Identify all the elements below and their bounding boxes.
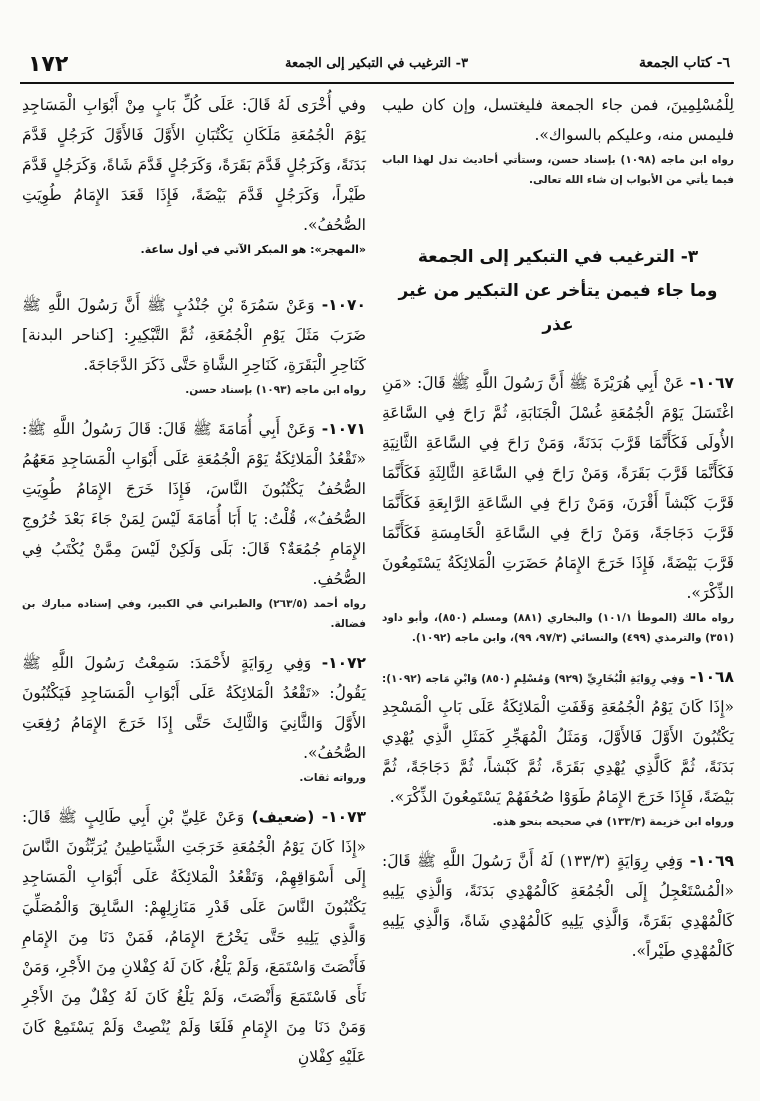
- hadith-number: ١٠٧٢-: [321, 654, 366, 672]
- hadith-text: وَعَنْ عَلِيِّ بْنِ أَبِي طَالِبٍ ﷺ قَالَ: «إِذَا كَانَ يَوْمُ الْجُمُعَةِ خَرَجَتِ الشَّيَاطِينُ يُرَبِّثُونَ النَّاسَ إِلَى أَسْوَاقِهِمْ، وَتَقْعُدُ الْمَلائِكَةُ عَلَى أَبْوَابِ الْمَسَاجِدِ يَكْتُبُونَ النَّاسَ عَلَى قَدْرِ مَنَازِلِهِمْ: السَّابِقَ وَالْمُصَلِّيَ وَالَّذِي يَلِيهِ حَتَّى يَخْرُجَ الإِمَامُ، فَمَنْ دَنَا مِنَ الإِمَامِ فَأَنْصَتَ وَاسْتَمَعَ، وَلَمْ يَلْغُ، كَانَ لَهُ كِفْلانِ مِنَ الأَجْرِ، وَمَنْ نَأَى فَاسْتَمَعَ وَأَنْصَتَ، وَلَمْ يَلْغُ كَانَ لَهُ كِفْلٌ مِنَ الأَجْرِ وَمَنْ دَنَا مِنَ الإِمَامِ فَلَغَا وَلَمْ يُنْصِتْ وَلَمْ يَسْتَمِعْ كَانَ عَلَيْهِ كِفْلانِ: [22, 808, 366, 1066]
- hadith-source-intro: وَفِي رِوَايَةِ الْبُخَارِيِّ (٩٢٩) وَمُسْلِمٍ (٨٥٠) وَابْنِ مَاجه (١٠٩٢):: [382, 673, 685, 685]
- hadith-number: ١٠٧٠-: [321, 296, 366, 314]
- hadith-number: ١٠٧٣-: [321, 808, 366, 826]
- hadith-text: وَفِي رِوَايَةٍ (١٣٣/٣) لَهُ أَنَّ رَسُولَ اللَّهِ ﷺ قَالَ: «الْمُسْتَعْجِلُ إِلَى الْجُمُعَةِ كَالْمُهْدِي بَدَنَةً، وَالَّذِي يَلِيهِ كَالْمُهْدِي بَقَرَةً، وَالَّذِي يَلِيهِ كَالْمُهْدِي شَاةً، وَالَّذِي يَلِيهِ كَالْمُهْدِي طَيْراً».: [382, 852, 734, 960]
- source-reference: رواه ابن ماجه (١٠٩٣) بإسناد حسن.: [185, 384, 366, 396]
- section-title-line: ٣- الترغيب في التبكير إلى الجمعة: [417, 247, 699, 267]
- hadith-1072: [22, 648, 366, 768]
- left-column: [22, 90, 366, 1081]
- glossary-note: «المهجر»: هو المبكر الآتي في أول ساعة.: [140, 243, 366, 256]
- intro-text: لِلْمُسْلِمِينَ، فمن جاء الجمعة فليغتسل، وإن كان طيب فليمس منه، وعليكم بالسواك».: [382, 96, 734, 144]
- hadith-text: وَفِي رِوَايَةٍ لأَحْمَدَ: سَمِعْتُ رَسُولَ اللَّهِ ﷺ يَقُولُ: «تَقْعُدُ الْمَلائِكَةُ عَلَى أَبْوَابِ الْمَسَاجِدِ فَيَكْتُبُونَ الأَوَّلَ وَالثَّانِيَ وَالثَّالِثَ حَتَّى إِذَا خَرَجَ الإِمَامُ رُفِعَتِ الصُّحُفُ».: [22, 654, 366, 762]
- source-reference: رواه أحمد (٢٦٣/٥) والطبراني في الكبير، وفي إسناده مبارك بن فضالة.: [22, 598, 366, 630]
- page-number: ١٧٢: [28, 52, 69, 77]
- section-title: [382, 240, 734, 342]
- source-reference: رواه ابن ماجه (١٠٩٨) بإسناد حسن، وستأتي أحاديث تدل لهذا الباب فيما يأتي من الأبواب إن شاء الله تعالى.: [382, 154, 734, 186]
- hadith-number: ١٠٦٧-: [689, 374, 734, 392]
- hadith-1070: [22, 290, 366, 380]
- page-header: [20, 42, 734, 84]
- source-reference: رواه مالك (الموطأ ١٠١/١) والبخاري (٨٨١) ومسلم (٨٥٠)، وأبو داود (٣٥١) والترمذي (٤٩٩) والنسائي (٩٧/٣، ٩٩)، وابن ماجه (١٠٩٢).: [382, 612, 734, 644]
- hadith-1068: [382, 662, 734, 812]
- running-book-title: ٦- كتاب الجمعة: [639, 55, 730, 71]
- hadith-text: وَعَنْ أَبِي أُمَامَةَ ﷺ قَالَ: قَالَ رَسُولُ اللَّهِ ﷺ: «تَقْعُدُ الْمَلائِكَةُ يَوْمَ الْجُمُعَةِ عَلَى أَبْوَابِ الْمَسَاجِدِ مَعَهُمُ الصُّحُفُ يَكْتُبُونَ النَّاسَ، فَإِذَا خَرَجَ الإِمَامُ طُوِيَتِ الصُّحُفُ»، قُلْتُ: يَا أَبَا أُمَامَةَ لَيْسَ لِمَنْ جَاءَ بَعْدَ خُرُوجِ الإِمَامِ جُمُعَةٌ؟ قَالَ: بَلَى وَلَكِنْ لَيْسَ مِمَّنْ يُكْتَبُ فِي الصُّحُفِ.: [22, 420, 366, 588]
- section-subtitle-line: وما جاء فيمن يتأخر عن التبكير من غير عذر: [398, 281, 718, 335]
- hadith-text: وَعَنْ سَمُرَةَ بْنِ جُنْدُبٍ ﷺ أَنَّ رَسُولَ اللَّهِ ﷺ ضَرَبَ مَثَلَ يَوْمِ الْجُمُعَةِ، ثُمَّ التَّبْكِيرِ: [كناحر البدنة] كَنَاحِرِ الْبَقَرَةِ، كَنَاحِرِ الشَّاةِ حَتَّى ذَكَرَ الدَّجَاجَةَ.: [22, 296, 366, 374]
- hadith-1069: [382, 846, 734, 966]
- hadith-number: ١٠٦٨-: [689, 668, 734, 686]
- right-column: [382, 90, 734, 1081]
- hadith-1071: [22, 414, 366, 594]
- hadith-grade: (ضعيف): [251, 808, 315, 826]
- intro-text: وفي أُخْرَى لَهُ قَالَ: عَلَى كُلِّ بَابٍ مِنْ أَبْوَابِ الْمَسَاجِدِ يَوْمَ الْجُمُعَةِ مَلَكَانِ يَكْتُبَانِ الأَوَّلَ فَالأَوَّلَ كَرَجُلٍ قَدَّمَ بَدَنَةً، وَكَرَجُلٍ قَدَّمَ بَقَرَةً، وَكَرَجُلٍ قَدَّمَ شَاةً، وَكَرَجُلٍ قَدَّمَ طَيْراً، وَكَرَجُلٍ قَدَّمَ بَيْضَةً، فَإِذَا قَعَدَ الإِمَامُ طُوِيَتِ الصُّحُفُ».: [22, 96, 366, 234]
- hadith-1073: [22, 802, 366, 1072]
- hadith-number: ١٠٦٩-: [689, 852, 734, 870]
- hadith-text: عَنْ أَبِي هُرَيْرَةَ ﷺ أَنَّ رَسُولَ اللَّهِ ﷺ قَالَ: «مَنِ اغْتَسَلَ يَوْمَ الْجُمُعَةِ غُسْلَ الْجَنَابَةِ، ثُمَّ رَاحَ فِي السَّاعَةِ الأُولَى فَكَأَنَّمَا قَرَّبَ بَدَنَةً، وَمَنْ رَاحَ فِي السَّاعَةِ الثَّانِيَةِ فَكَأَنَّمَا قَرَّبَ بَقَرَةً، وَمَنْ رَاحَ فِي السَّاعَةِ الثَّالِثَةِ فَكَأَنَّمَا قَرَّبَ كَبْشاً أَقْرَنَ، وَمَنْ رَاحَ فِي السَّاعَةِ الرَّابِعَةِ فَكَأَنَّمَا قَرَّبَ دَجَاجَةً، وَمَنْ رَاحَ فِي السَّاعَةِ الْخَامِسَةِ فَكَأَنَّمَا قَرَّبَ بَيْضَةً، فَإِذَا خَرَجَ الإِمَامُ حَضَرَتِ الْمَلائِكَةُ يَسْتَمِعُونَ الذِّكْرَ».: [382, 374, 734, 602]
- hadith-1067: [382, 368, 734, 608]
- hadith-text: «إِذَا كَانَ يَوْمُ الْجُمُعَةِ وَقَفَتِ الْمَلائِكَةُ عَلَى بَابِ الْمَسْجِدِ يَكْتُبُونَ الأَوَّلَ فَالأَوَّلَ، وَمَثَلُ الْمُهَجِّرِ كَمَثَلِ الَّذِي يُهْدِي بَدَنَةً، ثُمَّ كَالَّذِي يُهْدِي بَقَرَةً، ثُمَّ كَبْشاً، ثُمَّ دَجَاجَةً، ثُمَّ بَيْضَةً، فَإِذَا خَرَجَ الإِمَامُ طَوَوْا صُحُفَهُمْ يَسْتَمِعُونَ الذِّكْرَ».: [382, 698, 734, 806]
- source-reference: ورواه ابن خزيمة (١٣٣/٣) في صحيحه بنحو هذه.: [492, 816, 734, 828]
- hadith-number: ١٠٧١-: [321, 420, 366, 438]
- running-chapter-title: ٣- الترغيب في التبكير إلى الجمعة: [285, 56, 469, 71]
- source-reference: ورواته ثقات.: [299, 772, 366, 784]
